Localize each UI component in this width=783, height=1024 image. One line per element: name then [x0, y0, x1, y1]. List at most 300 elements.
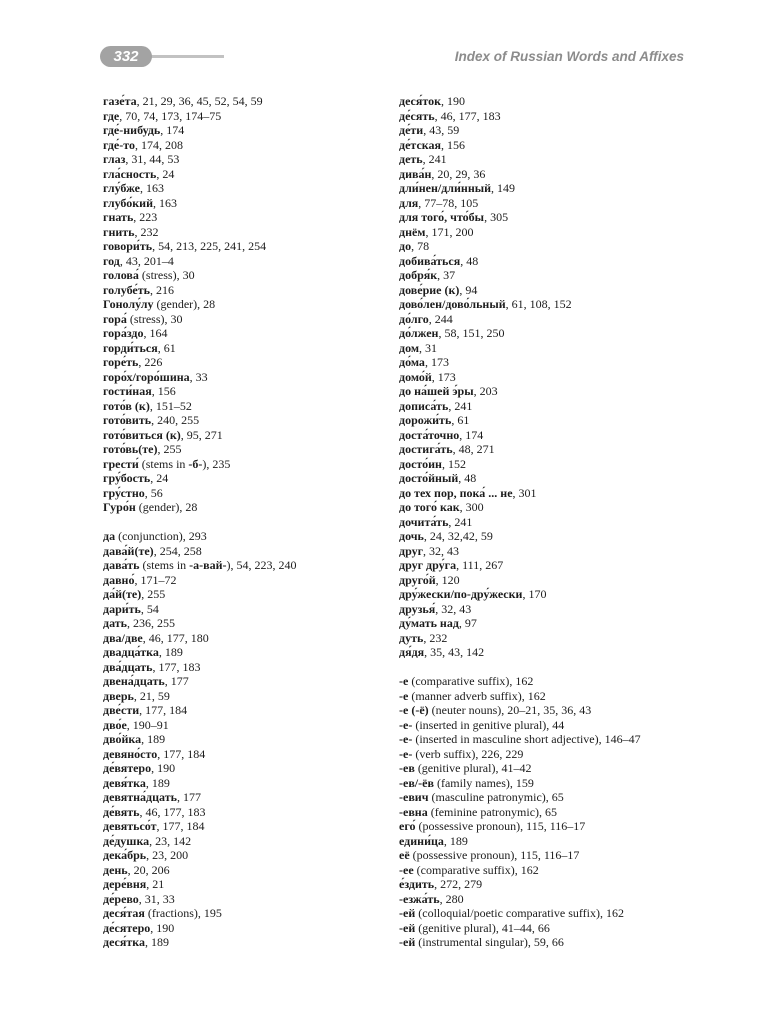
entry-locators: , 255 — [141, 587, 166, 601]
entry-headword: дать — [103, 616, 127, 630]
entry-headword: гнать — [103, 210, 134, 224]
entry-locators: (colloquial/poetic comparative suffix), 162 — [415, 906, 624, 920]
index-entry — [103, 268, 388, 283]
index-entry — [103, 123, 388, 138]
index-entry — [103, 297, 388, 312]
entry-locators: , 61 — [451, 413, 470, 427]
index-entry — [399, 674, 689, 689]
entry-headword: деся́ток — [399, 94, 442, 108]
index-entry — [399, 790, 689, 805]
entry-headword: -езжа́ть — [399, 891, 440, 906]
entry-locators: (neuter nouns), 20–21, 35, 36, 43 — [428, 703, 592, 717]
entry-locators: , 241 — [422, 152, 447, 166]
entry-headword: едини́ца — [399, 833, 444, 848]
entry-locators: , 61 — [157, 340, 176, 355]
index-entry — [103, 660, 388, 675]
index-entry — [103, 805, 388, 820]
index-entry — [103, 761, 388, 776]
index-entry — [103, 892, 388, 907]
index-entry — [103, 732, 388, 747]
index-entry — [103, 152, 388, 167]
entry-headword: -ей — [399, 935, 416, 949]
entry-locators: , 24 — [150, 471, 169, 485]
entry-locators: , 163 — [139, 181, 164, 195]
index-entry — [399, 152, 689, 167]
entry-headword: да́й(те) — [103, 587, 142, 601]
entry-headword: для того́, что́бы — [399, 210, 485, 224]
entry-locators: , 244 — [428, 311, 453, 326]
entry-headword: до того́ как — [399, 500, 460, 514]
index-entry — [399, 254, 689, 269]
index-entry — [103, 631, 388, 646]
entry-locators: (gender), 28 — [153, 297, 216, 311]
entry-locators: , 173 — [431, 369, 456, 384]
index-entry — [399, 341, 689, 356]
index-entry — [399, 123, 689, 138]
index-entry — [103, 341, 388, 356]
entry-locators: , 164 — [143, 326, 168, 340]
entry-locators: , 241 — [448, 398, 473, 413]
index-entry — [399, 703, 689, 718]
entry-locators: , 156 — [151, 384, 176, 398]
entry-headword: до́лго — [399, 311, 429, 326]
entry-headword: голова́ — [103, 268, 139, 282]
entry-headword: дли́нен/дли́нный — [399, 181, 492, 195]
index-entry — [399, 645, 689, 660]
entry-headword: досто́ин — [399, 456, 442, 471]
index-entry — [103, 718, 388, 733]
index-entry — [103, 558, 388, 573]
entry-locators: (possessive pronoun), 115, 116–17 — [415, 819, 586, 833]
entry-locators: (comparative suffix), 162 — [413, 862, 539, 877]
entry-headword: глаз — [103, 152, 126, 166]
entry-locators: , 173 — [424, 355, 449, 369]
entry-headword: де́ти — [399, 123, 424, 137]
entry-locators: , 190 — [441, 94, 466, 108]
index-entry — [103, 326, 388, 341]
entry-headword: -ев/-ёв — [399, 775, 434, 790]
entry-headword: добря́к — [399, 268, 438, 282]
index-entry — [103, 529, 388, 544]
entry-locators: , 203 — [473, 384, 498, 398]
entry-headword: гора́ — [103, 311, 127, 326]
entry-headword: де́душка — [103, 833, 150, 848]
entry-locators: , 174 — [459, 427, 484, 442]
index-entry — [399, 718, 689, 733]
entry-headword: до тех пор, пока́ ... не — [399, 485, 513, 500]
index-entry — [399, 167, 689, 182]
entry-headword: дом — [399, 340, 420, 355]
entry-headword: достига́ть — [399, 442, 453, 456]
entry-headword: дере́вня — [103, 877, 147, 891]
entry-locators: (conjunction), 293 — [115, 529, 207, 543]
entry-headword: -а-вай- — [189, 558, 227, 572]
index-entry — [103, 674, 388, 689]
entry-locators: , 48 — [458, 471, 477, 485]
entry-locators: , 174, 208 — [134, 137, 183, 152]
index-entry — [103, 167, 388, 182]
entry-headword: дово́лен/дово́льный — [399, 297, 506, 311]
entry-locators: , 174 — [160, 123, 185, 137]
entry-headword: дописа́ть — [399, 398, 449, 413]
index-entry — [103, 94, 388, 109]
index-entry — [399, 558, 689, 573]
index-entry — [103, 355, 388, 370]
index-entry — [103, 921, 388, 936]
entry-headword: друзья́ — [399, 601, 436, 616]
index-entry — [399, 94, 689, 109]
index-section — [399, 674, 689, 950]
entry-locators: ), 235 — [202, 456, 231, 471]
index-entry — [399, 631, 689, 646]
entry-locators: , 177 — [164, 674, 189, 688]
entry-locators: , 77–78, 105 — [418, 195, 479, 210]
entry-locators: , 48, 271 — [452, 442, 495, 456]
entry-locators: (inserted in masculine short adjective), 146–47 — [412, 732, 641, 746]
entry-locators: , 31 — [419, 340, 438, 355]
entry-headword: до — [399, 239, 412, 253]
entry-locators: , 189 — [158, 645, 183, 659]
entry-headword: де́рево — [103, 891, 139, 906]
entry-headword: горди́ться — [103, 340, 158, 355]
index-entry — [103, 587, 388, 602]
entry-locators: , 177 — [176, 790, 201, 804]
entry-headword: Гуро́н — [103, 500, 136, 514]
entry-headword: день — [103, 862, 128, 877]
index-entry — [399, 297, 689, 312]
index-entry — [103, 935, 388, 950]
entry-locators: , 190–91 — [126, 717, 169, 732]
index-column-left — [103, 94, 388, 950]
index-entry — [103, 428, 388, 443]
entry-headword: днём — [399, 224, 426, 239]
entry-headword: горо́х/горо́шина — [103, 369, 190, 384]
index-entry — [399, 515, 689, 530]
entry-headword: -ее — [399, 862, 414, 877]
entry-headword: де́сятеро — [103, 920, 151, 935]
entry-headword: деть — [399, 152, 423, 166]
entry-locators: , 20, 206 — [127, 862, 170, 877]
index-entry — [399, 761, 689, 776]
index-entry — [399, 500, 689, 515]
index-entry — [103, 138, 388, 153]
entry-locators: , 31, 33 — [138, 891, 175, 906]
index-entry — [103, 776, 388, 791]
entry-headword: гости́ная — [103, 384, 152, 398]
entry-headword: друг — [399, 543, 424, 558]
entry-headword: гла́сность — [103, 166, 157, 181]
index-entry — [399, 587, 689, 602]
entry-headword: -е- — [399, 746, 413, 761]
index-entry — [103, 471, 388, 486]
entry-headword: гру́стно — [103, 485, 145, 500]
entry-headword: два́дцать — [103, 659, 153, 674]
entry-headword: -ей — [399, 920, 416, 935]
entry-headword: до́ма — [399, 355, 425, 369]
index-entry — [103, 239, 388, 254]
entry-locators: , 305 — [484, 210, 509, 224]
entry-headword: дочита́ть — [399, 514, 449, 529]
index-entry — [103, 486, 388, 501]
index-section — [399, 94, 689, 660]
entry-headword: горе́ть — [103, 355, 139, 369]
entry-headword: давно́ — [103, 572, 135, 587]
entry-headword: -евич — [399, 790, 429, 804]
entry-headword: де́тская — [399, 137, 441, 152]
entry-headword: глубо́кий — [103, 195, 153, 210]
index-entry — [399, 326, 689, 341]
index-entry — [103, 500, 388, 515]
index-entry — [103, 819, 388, 834]
entry-locators: , 177, 184 — [156, 819, 205, 833]
entry-locators: , 24, 32,42, 59 — [423, 529, 493, 543]
entry-headword: дуть — [399, 630, 424, 645]
entry-locators: (stems in — [139, 558, 190, 572]
entry-headword: двена́дцать — [103, 674, 165, 688]
entry-headword: дека́брь — [103, 848, 147, 862]
entry-locators: , 190 — [150, 920, 175, 935]
entry-headword: два/две — [103, 630, 143, 645]
entry-headword: дари́ть — [103, 601, 141, 616]
entry-headword: -е — [399, 688, 409, 703]
entry-headword: год — [103, 253, 120, 268]
index-entry — [399, 732, 689, 747]
entry-locators: , 236, 255 — [127, 616, 175, 630]
index-entry — [399, 616, 689, 631]
entry-locators: , 254, 258 — [153, 543, 202, 558]
entry-locators: (stems in — [138, 456, 189, 471]
index-entry — [103, 834, 388, 849]
entry-locators: , 23, 200 — [146, 848, 189, 862]
entry-headword: его́ — [399, 819, 416, 833]
index-entry — [399, 486, 689, 501]
index-entry — [399, 834, 689, 849]
entry-locators: , 232 — [423, 630, 448, 645]
index-entry — [103, 254, 388, 269]
index-entry — [399, 312, 689, 327]
index-entry — [103, 283, 388, 298]
entry-locators: , 152 — [441, 456, 466, 471]
entry-headword: гото́виться (к) — [103, 427, 181, 442]
index-entry — [103, 399, 388, 414]
entry-locators: (fractions), 195 — [144, 906, 222, 920]
entry-locators: , 189 — [145, 935, 169, 949]
entry-locators: , 232 — [134, 224, 159, 239]
index-entry — [103, 616, 388, 631]
index-section — [103, 94, 388, 515]
entry-headword: доста́точно — [399, 427, 460, 442]
entry-locators: , 156 — [441, 137, 465, 152]
index-entry — [399, 225, 689, 240]
index-entry — [399, 602, 689, 617]
entry-headword: девяно́сто — [103, 746, 158, 761]
index-entry — [103, 790, 388, 805]
entry-locators: , 23, 142 — [149, 833, 192, 848]
index-entry — [399, 428, 689, 443]
index-entry — [103, 109, 388, 124]
entry-locators: , 189 — [443, 833, 468, 848]
entry-headword: дя́дя — [399, 645, 425, 659]
entry-locators: , 24 — [156, 166, 175, 181]
index-entry — [399, 906, 689, 921]
entry-headword: дво́е — [103, 717, 127, 732]
entry-locators: , 33 — [189, 369, 208, 384]
index-entry — [399, 573, 689, 588]
index-entry — [399, 210, 689, 225]
entry-headword: говори́ть — [103, 239, 153, 253]
entry-locators: (instrumental singular), 59, 66 — [415, 935, 564, 949]
index-entry — [103, 703, 388, 718]
entry-headword: -ев — [399, 761, 415, 775]
index-entry — [399, 268, 689, 283]
entry-headword: -евна — [399, 804, 428, 819]
index-entry — [399, 877, 689, 892]
entry-headword: дорожи́ть — [399, 413, 452, 427]
entry-locators: , 223 — [133, 210, 158, 224]
header-rule — [146, 55, 224, 58]
entry-locators: (comparative suffix), 162 — [408, 674, 534, 688]
entry-headword: девя́тка — [103, 775, 146, 790]
index-entry — [399, 413, 689, 428]
entry-headword: гру́бость — [103, 471, 151, 485]
entry-locators: (possessive pronoun), 115, 116–17 — [409, 848, 580, 862]
entry-locators: , 97 — [458, 616, 477, 630]
entry-locators: (genitive plural), 41–42 — [414, 761, 532, 775]
index-entry — [399, 181, 689, 196]
index-section — [103, 529, 388, 950]
entry-locators: , 280 — [439, 891, 464, 906]
index-entry — [399, 138, 689, 153]
entry-locators: , 241 — [448, 514, 473, 529]
entry-headword: для — [399, 195, 419, 210]
entry-locators: , 177, 183 — [152, 659, 201, 674]
entry-locators: (inserted in genitive plural), 44 — [412, 717, 565, 732]
entry-headword: дива́н — [399, 166, 432, 181]
entry-headword: двадца́тка — [103, 645, 159, 659]
entry-locators: , 32, 43 — [435, 601, 472, 616]
index-entry — [399, 544, 689, 559]
index-entry — [399, 863, 689, 878]
index-entry — [103, 384, 388, 399]
entry-locators: , 54 — [140, 601, 159, 616]
index-column-right — [399, 94, 689, 950]
index-entry — [399, 819, 689, 834]
entry-headword: гнить — [103, 224, 135, 239]
entry-locators: (verb suffix), 226, 229 — [412, 746, 524, 761]
index-entry — [103, 457, 388, 472]
entry-locators: , 43, 59 — [423, 123, 460, 137]
index-entry — [399, 471, 689, 486]
entry-headword: газе́та — [103, 94, 137, 108]
index-entry — [399, 283, 689, 298]
entry-locators: , 240, 255 — [151, 413, 200, 427]
entry-locators: , 46, 177, 180 — [142, 630, 209, 645]
entry-locators: (gender), 28 — [135, 500, 198, 514]
index-entry — [103, 602, 388, 617]
entry-headword: гото́вь(те) — [103, 442, 158, 456]
entry-locators: , 61, 108, 152 — [505, 297, 572, 311]
entry-locators: , 56 — [144, 485, 163, 500]
entry-locators: , 37 — [437, 268, 456, 282]
entry-headword: -е- — [399, 717, 413, 732]
entry-headword: дверь — [103, 688, 134, 703]
index-entry — [399, 384, 689, 399]
entry-locators: , 20, 29, 36 — [431, 166, 486, 181]
entry-locators: , 163 — [153, 195, 177, 210]
entry-locators: , 43, 201–4 — [119, 253, 174, 268]
index-entry — [103, 181, 388, 196]
entry-headword: гора́здо — [103, 326, 144, 340]
entry-locators: , 177, 184 — [157, 746, 206, 761]
entry-headword: дава́й(те) — [103, 543, 154, 558]
index-entry — [103, 225, 388, 240]
index-entry — [399, 399, 689, 414]
page-number-badge: 332 — [100, 46, 152, 67]
entry-headword: -е (-ё) — [399, 703, 429, 717]
index-entry — [399, 805, 689, 820]
index-entry — [399, 747, 689, 762]
entry-headword: девятна́дцать — [103, 790, 177, 804]
entry-locators: , 226 — [138, 355, 163, 369]
index-entry — [399, 457, 689, 472]
entry-locators: , 151–52 — [149, 398, 192, 413]
entry-headword: дава́ть — [103, 558, 140, 572]
entry-locators: , 111, 267 — [456, 558, 504, 572]
entry-locators: , 32, 43 — [423, 543, 460, 558]
index-entry — [103, 413, 388, 428]
entry-locators: , 58, 151, 250 — [438, 326, 505, 340]
entry-headword: гото́в (к) — [103, 398, 150, 413]
entry-headword: де́сять — [399, 108, 435, 123]
entry-headword: досто́йный — [399, 471, 459, 485]
index-entry — [103, 906, 388, 921]
entry-locators: (stress), 30 — [138, 268, 195, 282]
entry-headword: -б- — [188, 456, 203, 471]
entry-locators: , 149 — [491, 181, 516, 195]
entry-locators: , 171, 200 — [425, 224, 474, 239]
entry-headword: дво́йка — [103, 732, 142, 746]
entry-headword: гото́вить — [103, 413, 152, 427]
entry-locators: , 78 — [411, 239, 430, 253]
entry-locators: , 46, 177, 183 — [434, 108, 501, 123]
index-entry — [399, 892, 689, 907]
entry-headword: домо́й — [399, 369, 432, 384]
index-entry — [103, 689, 388, 704]
index-entry — [399, 370, 689, 385]
entry-locators: (manner adverb suffix), 162 — [408, 688, 546, 703]
entry-locators: (genitive plural), 41–44, 66 — [415, 920, 550, 935]
entry-headword: Гонолу́лу — [103, 297, 154, 311]
entry-locators: ), 54, 223, 240 — [226, 558, 297, 572]
entry-locators: , 216 — [149, 282, 174, 297]
entry-headword: голубе́ть — [103, 282, 150, 297]
index-entry — [103, 747, 388, 762]
entry-locators: , 70, 74, 173, 174–75 — [119, 108, 222, 123]
index-entry — [103, 544, 388, 559]
entry-locators: (stress), 30 — [126, 311, 183, 326]
entry-locators: , 48 — [460, 253, 479, 268]
entry-headword: де́вять — [103, 804, 140, 819]
entry-headword: -е — [399, 674, 409, 688]
index-entry — [399, 196, 689, 211]
entry-locators: , 31, 44, 53 — [125, 152, 180, 166]
entry-locators: , 35, 43, 142 — [424, 645, 485, 659]
index-entry — [103, 877, 388, 892]
entry-locators: , 177, 184 — [139, 703, 188, 717]
entry-locators: , 189 — [141, 732, 166, 746]
index-entry — [103, 848, 388, 863]
entry-locators: , 301 — [512, 485, 537, 500]
